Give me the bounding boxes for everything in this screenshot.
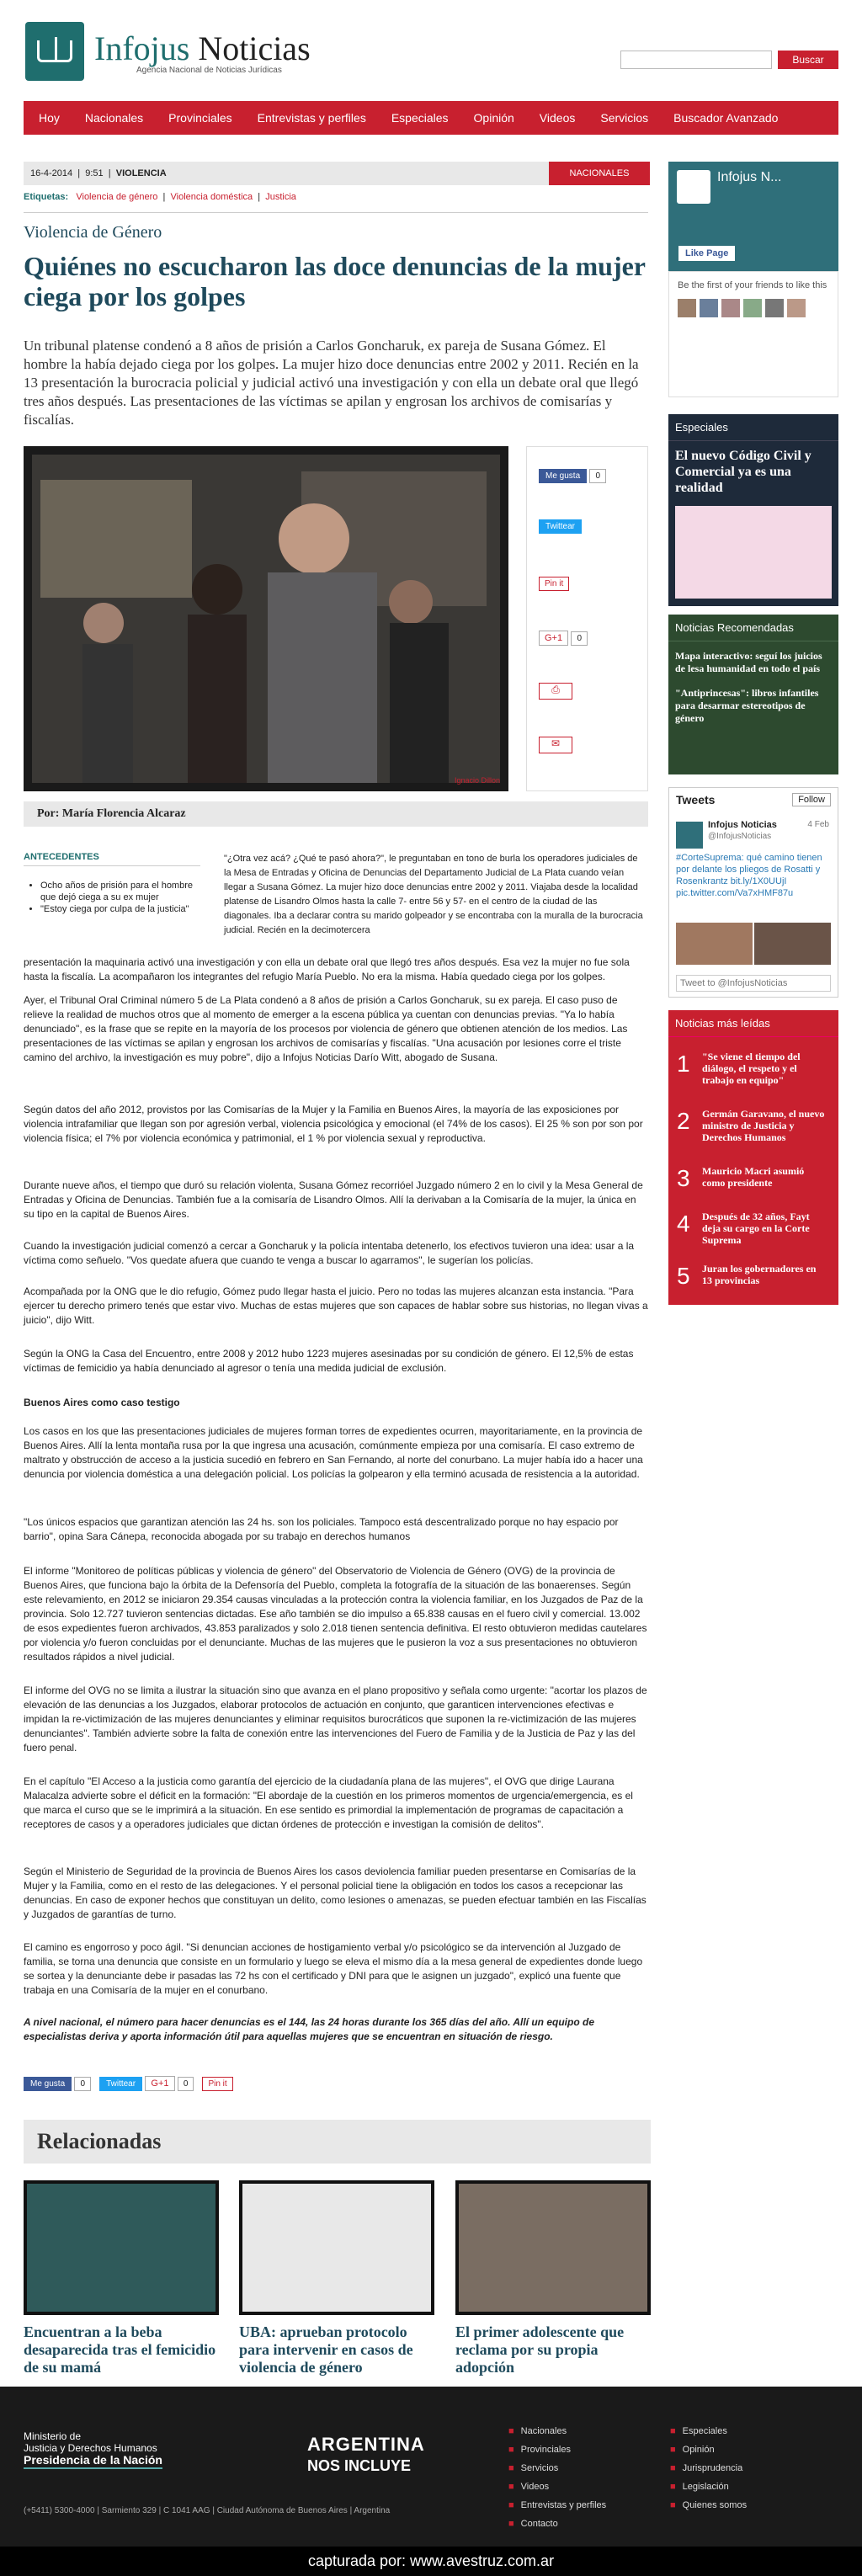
twitter-widget bbox=[668, 787, 838, 998]
pinterest-button[interactable]: Pin it bbox=[539, 577, 569, 591]
paragraph: Según la ONG la Casa del Encuentro, entre 2008 y 2012 hubo 1223 mujeres asesinadas por su condición de género. El 12,5% de estas víctimas de femicidio ya había denunciado al agresor o tenía una medida judicial de exclusión. bbox=[24, 1348, 634, 1374]
especiales-headline[interactable]: El nuevo Código Civil y Comercial ya es una realidad bbox=[675, 449, 811, 495]
antecedente-link[interactable]: • "Estoy ciega por culpa de la justicia" bbox=[40, 903, 200, 915]
rank-number: 4 bbox=[677, 1211, 690, 1237]
paragraph: El informe "Monitoreo de políticas públicas y violencia de género" del Observatorio de Violencia de Género (OVG) de la provincia de Buenos Aires, que funciona bajo la órbita de la Defensoría del Pueblo, completa la fotografía de la situación de las bonaerenses. Según este relevamiento, en 2012 se iniciaron 29.354 causas vinculadas a la protección contra la violencia familiar, en los Juzgados de Paz de la provincia. Solo 12.727 tuvieron sentencias dictadas. Ese año también se dio impulso a 65.838 causas en el fuero civil y comercial. 13.002 de esos expedientes fueron archivados, 43.853 paralizados y solo 2.018 tienen sentencia definitiva. El resto obtuvieron medidas cautelares por violencia y/o fueron concluidas por el denunciante. Muchas de las mujeres que le pusieron la voz a sus presentaciones no obtuvieron resultados rápidos a nivel judicial. bbox=[24, 1565, 647, 1663]
antecedente-link[interactable]: • Ocho años de prisión para el hombre que dejó ciega a su ex mujer bbox=[40, 880, 200, 903]
pinterest-button[interactable]: Pin it bbox=[202, 2077, 232, 2091]
tag-link[interactable]: Justicia bbox=[265, 192, 296, 202]
related-card[interactable] bbox=[455, 2180, 651, 2376]
share-panel bbox=[526, 446, 648, 791]
article-kicker: Violencia de Género bbox=[24, 223, 162, 242]
tweet-button[interactable]: Twittear bbox=[99, 2077, 142, 2091]
capture-credit: capturada por: www.avestruz.com.ar bbox=[0, 2547, 862, 2576]
mas-leidas-box bbox=[668, 1010, 838, 1305]
rank-number: 2 bbox=[677, 1108, 690, 1134]
search-button[interactable]: Buscar bbox=[778, 51, 838, 69]
fb-friends-faces bbox=[678, 299, 829, 317]
recomendadas-title: Noticias Recomendadas bbox=[668, 615, 838, 641]
footer-link[interactable]: ■ Nacionales bbox=[508, 2426, 567, 2436]
tag-link[interactable]: Violencia de género bbox=[76, 192, 158, 202]
tweet-text[interactable]: #CorteSuprema: qué camino tienen por delante los pliegos de Rosatti y Rosenkrantz bit.ly/1X0UUjI pic.twitter.com/Va7xHMF87u bbox=[676, 853, 822, 898]
subheading: Buenos Aires como caso testigo bbox=[24, 1397, 180, 1408]
tag-link[interactable]: Violencia doméstica bbox=[170, 192, 253, 202]
nav-provinciales[interactable]: Provinciales bbox=[168, 111, 232, 125]
ministry-line3: Presidencia de la Nación bbox=[24, 2454, 162, 2469]
main-nav bbox=[24, 101, 838, 135]
article-title: Quiénes no escucharon las doce denuncias de la mujer ciega por los golpes bbox=[24, 251, 646, 311]
tags-label: Etiquetas: bbox=[24, 192, 69, 202]
email-icon[interactable]: ✉ bbox=[539, 737, 572, 753]
paragraph: Durante nueve años, el tiempo que duró su relación violenta, Susana Gómez recorrióel Juzgado número 2 en lo civil y la Mesa General de Entradas y Oficina de Denuncias. También fue a la comisaría de Lisandro Olmos. Allí la derivaban a la Comisaría de la mujer, la única en su tipo en la capital de Buenos Aires. bbox=[24, 1179, 643, 1220]
tweet-button[interactable]: Twittear bbox=[539, 519, 582, 534]
antecedentes-title: ANTECEDENTES bbox=[24, 852, 200, 866]
like-count: 0 bbox=[589, 469, 606, 483]
site-header bbox=[0, 0, 862, 93]
tweets-title: Tweets bbox=[676, 793, 716, 806]
nav-servicios[interactable]: Servicios bbox=[600, 111, 649, 125]
gplus-count: 0 bbox=[178, 2077, 194, 2091]
footer-link[interactable]: ■ Quienes somos bbox=[670, 2500, 748, 2510]
rank-number: 1 bbox=[677, 1051, 690, 1077]
site-tagline: Agencia Nacional de Noticias Jurídicas bbox=[136, 66, 282, 75]
article-section[interactable]: VIOLENCIA bbox=[115, 168, 167, 178]
site-brand[interactable]: Infojus Noticias bbox=[94, 29, 311, 67]
paragraph: Los casos en los que las presentaciones judiciales de mujeres forman torres de expedientes ocurren, mayoritariamente, en la provincia de Buenos Aires. Allí la lenta montaña rusa por la que ingresa una acusación, comúnmente empieza por una comisaría. El caso extremo de maltrato y obstrucción de acceso a la justicia sucedió en febrero en San Fernando, al norte del conurbano. La mujer había ido a hacer una denuncia por violencia doméstica a una delegación policial. Los policías la golpearon y ella terminó acusada de resistencia a la autoridad. bbox=[24, 1425, 643, 1480]
photo-credit: Ignacio Dillon bbox=[454, 776, 500, 785]
infojus-logo-icon bbox=[677, 170, 710, 204]
divider bbox=[24, 212, 648, 213]
nav-nacionales[interactable]: Nacionales bbox=[84, 111, 144, 125]
paragraph: Cuando la investigación judicial comenzó a cercar a Goncharuk y la policía intentaba detenerlo, los efectivos tuvieron una idea: usar a la víctima como señuelo. "Vos quedate afuera que cuando te venga a buscar lo agarramos", le sugerían los policías. bbox=[24, 1240, 635, 1266]
article-lead: Un tribunal platense condenó a 8 años de prisión a Carlos Goncharuk, ex pareja de Susana Gómez. El hombre la había dejado ciega por los golpes. La mujer hizo doce denuncias entre 2002 y 2011. Recién en la 13 presentación la burocracia policial y judicial activó una investigación y con ella un debate oral que llegó tres años después. Las presentaciones de las víctimas se apilan y engrosan los archivos de comisarías y fiscalías. bbox=[24, 338, 639, 428]
related-title[interactable]: UBA: aprueban protocolo para intervenir en casos de violencia de género bbox=[239, 2323, 413, 2376]
tags-row: Etiquetas: Violencia de género | Violencia doméstica | Justicia bbox=[24, 192, 296, 202]
article-intro-cont: presentación la maquinaria activó una investigación y con ella un debate oral que llegó tres años después. Esa vez la mujer no fue sola hasta la fiscalía. La acompañaron los integrantes del refugio María Pueblo. No era la misma. Había quedado ciega por los golpes. bbox=[24, 956, 630, 982]
nav-opinion[interactable]: Opinión bbox=[473, 111, 514, 125]
recomendada-link[interactable]: Mapa interactivo: seguí los juicios de lesa humanidad en todo el país bbox=[675, 650, 822, 674]
facebook-like-button[interactable]: Me gusta bbox=[539, 469, 587, 483]
like-count: 0 bbox=[74, 2077, 91, 2091]
paragraph: Acompañada por la ONG que le dio refugio, Gómez pudo llegar hasta el juicio. Pero no todas las mujeres alcanzan esta instancia. "Para ejercer tu derecho primero tenés que estar vivo. Muchas de estas mujeres que son capaces de hablar sobre sus historias, no llegan vivas a juicio", dijo Witt. bbox=[24, 1285, 648, 1326]
footer-link[interactable]: ■ Jurisprudencia bbox=[670, 2463, 743, 2473]
gplus-button[interactable]: G+1 bbox=[145, 2076, 174, 2091]
paragraph: Según datos del año 2012, provistos por las Comisarías de la Mujer y la Familia en Buenos Aires, la mayoría de las exposiciones por violencia intrafamiliar que llegan son por agresión verbal, violencia psicológica y emocional (el 74% de los casos). El 25 % son por son por violencia física; el 7% por violencia económica y patrimonial, el 1 % por violencia sexual y reproductiva. bbox=[24, 1104, 643, 1144]
paragraph: "Los únicos espacios que garantizan atención las 24 hs. son los policiales. Tampoco está descentralizado porque no hay espacio por barrio", opina Sara Cánepa, reconocida abogada por su trabajo en derechos humanos bbox=[24, 1516, 619, 1542]
rank-number: 5 bbox=[677, 1263, 690, 1289]
paragraph: Según el Ministerio de Seguridad de la provincia de Buenos Aires los casos deviolencia familiar pueden presentarse en Comisarías de la Mujer y la Familia, como en el resto de las delegaciones. Y el personal policial tiene la obligación en todos los casos a recepcionar las denuncias. En caso de exponer hechos que constituyan un delito, como lesiones o amenazas, se pueden efectuar también en las Fiscalías y Juzgados de garantías de turno. bbox=[24, 1865, 646, 1920]
nav-buscador[interactable]: Buscador Avanzado bbox=[673, 111, 779, 125]
leida-link[interactable]: Juran los gobernadores en 13 provincias bbox=[702, 1263, 817, 1286]
article-meta: 16-4-2014 | 9:51 | VIOLENCIA bbox=[24, 162, 549, 185]
related-image[interactable] bbox=[24, 2180, 219, 2315]
rank-number: 3 bbox=[677, 1165, 690, 1191]
nav-hoy[interactable]: Hoy bbox=[39, 111, 60, 125]
related-title[interactable]: El primer adolescente que reclama por su propia adopción bbox=[455, 2323, 625, 2376]
related-title[interactable]: Encuentran a la beba desaparecida tras el femicidio de su mamá bbox=[24, 2323, 216, 2376]
nav-especiales[interactable]: Especiales bbox=[391, 111, 449, 125]
footer-link[interactable]: ■ Servicios bbox=[508, 2463, 559, 2473]
fb-social-text: Be the first of your friends to like this bbox=[678, 280, 827, 290]
gplus-count: 0 bbox=[571, 631, 588, 646]
especiales-image[interactable] bbox=[675, 506, 832, 599]
footer-link[interactable]: ■ Especiales bbox=[670, 2426, 727, 2436]
photo-illustration bbox=[24, 446, 508, 791]
closing-note: A nivel nacional, el número para hacer denuncias es el 144, las 24 horas durante los 365 días del año. Allí un equipo de especialistas deriva y aporta información útil para aquellas mujeres que se encuentran en situación de riesgo. bbox=[24, 2016, 595, 2042]
tweet-author[interactable]: Infojus Noticias bbox=[708, 820, 777, 830]
paragraph: En el capítulo "El Acceso a la justicia como garantía del ejercicio de la ciudadanía plana de las mujeres", el OVG que dirige Laurana Malacalza advierte sobre el déficit en la formación: "El abordaje de la cuestión en los primeros momentos de urgencia/emergencia, es el que marca el curso que se le imprimirá a la situación. En ese sentido es primordial la implementación de programas de capacitación a receptores de casos y a operadores judiciales que dictan órdenes de protección e investigan la comisión de delitos". bbox=[24, 1775, 633, 1830]
fb-like-page-button[interactable]: Like Page bbox=[678, 246, 735, 261]
tweet-to-input[interactable]: Tweet to @InfojusNoticias bbox=[676, 975, 831, 992]
fb-page-name[interactable]: Infojus N... bbox=[717, 170, 782, 184]
related-card[interactable] bbox=[239, 2180, 434, 2376]
footer-address: (+5411) 5300-4000 | Sarmiento 329 | C 1041 AAG | Ciudad Autónoma de Buenos Aires | Argentina bbox=[24, 2506, 391, 2515]
print-icon[interactable]: ⎙ bbox=[539, 683, 572, 700]
related-heading: Relacionadas bbox=[24, 2120, 651, 2164]
paragraph: El camino es engorroso y poco ágil. "Si denuncian acciones de hostigamiento verbal y/o psicológico se da intervención al Juzgado de familia, se torna una denuncia que consiste en un formulario y luego se eleva el mismo día a la mesa general de expedientes donde luego se sortea y la denunciante debe ir pasadas las 72 hs con el certificado y DNI para que le asignen un juzgado", explicó una fuente que trabaja en una Comisaría de la mujer en el conurbano. bbox=[24, 1941, 643, 1996]
infojus-logo-icon[interactable] bbox=[25, 22, 84, 81]
mas-leidas-title: Noticias más leídas bbox=[668, 1010, 838, 1037]
tweet-date: 4 Feb bbox=[807, 820, 829, 829]
nav-entrevistas[interactable]: Entrevistas y perfiles bbox=[257, 111, 366, 125]
recomendada-link[interactable]: "Antiprincesas": libros infantiles para desarmar estereotipos de género bbox=[675, 687, 819, 724]
footer-link[interactable]: ■ Opinión bbox=[670, 2445, 715, 2455]
article-date: 16-4-2014 bbox=[30, 168, 73, 178]
argentina-logo: ARGENTINA bbox=[307, 2434, 425, 2455]
tweet-image[interactable] bbox=[676, 923, 831, 965]
bottom-share bbox=[24, 2076, 233, 2091]
leida-link[interactable]: Germán Garavano, el nuevo ministro de Justicia y Derechos Humanos bbox=[702, 1108, 825, 1143]
paragraph: El informe del OVG no se limita a ilustrar la situación sino que avanza en el plano propositivo y señala como urgente: "acortar los plazos de elevación de las denuncias a los Juzgados, elaborar protocolos de actuación en conjunto, que garanticen intervenciones efectivas e impidan la re-victimización de las mujeres denunciantes y eliminar requisitos burocráticos que suponen la re-victimización de las mujeres denunciantes". También advierte sobre la falta de conexión entre las intervenciones del Fuero de Familia y de la Justicia de Paz y las del fuero penal. bbox=[24, 1685, 647, 1754]
gplus-button[interactable]: G+1 bbox=[539, 631, 568, 646]
facebook-widget bbox=[668, 162, 838, 397]
leida-link[interactable]: Mauricio Macri asumió como presidente bbox=[702, 1165, 805, 1189]
facebook-like-button[interactable]: Me gusta bbox=[24, 2077, 72, 2091]
footer-link[interactable]: ■ Entrevistas y perfiles bbox=[508, 2500, 607, 2510]
paragraph: Ayer, el Tribunal Oral Criminal número 5 de La Plata condenó a 8 años de prisión a Carlos Goncharuk, su ex pareja. El caso puso de relieve la realidad de muchos otros que al momento de emerger a la escena pública ya cuentan con denuncias previas. "Ya lo había denunciado", es la frase que se repite en la mayoría de los procesos por violencia de género que obtienen atención de los medios. Las presentaciones de las víctimas se apilan y engrosan los archivos de comisarías y fiscalías. "Una acusación por lesiones corre el triste camino del archivo, la investigación es muy pobre", dijo a Infojus Noticias Darío Witt, abogado de Susana. bbox=[24, 994, 628, 1063]
site-footer bbox=[0, 2387, 862, 2576]
article-photo[interactable] bbox=[24, 446, 508, 791]
article-intro: "¿Otra vez acá? ¿Qué te pasó ahora?", le preguntaban en tono de burla los operadores judiciales de la Mesa de Entradas y Oficina de Denuncias del Departamento Judicial de La Plata cuando veían llegar a Susana Gómez. La mujer hizo doce denuncias entre 2002 y 2011. Viajaba desde la localidad platense de Lisandro Olmos hasta la calle 7- entre 56 y 57- en el centro de la ciudad de las diagonales. Iba a declarar contra su marido golpeador y se encontraba con la muralla de la burocracia judicial. Recién en la decimotercera bbox=[224, 854, 643, 935]
argentina-logo-sub: NOS INCLUYE bbox=[307, 2457, 412, 2474]
ministry-line1: Ministerio de bbox=[24, 2430, 82, 2442]
twitter-follow-button[interactable]: Follow bbox=[792, 793, 831, 806]
ministry-line2: Justicia y Derechos Humanos bbox=[24, 2442, 157, 2454]
search-input[interactable] bbox=[620, 51, 772, 69]
nav-videos[interactable]: Videos bbox=[539, 111, 576, 125]
leida-link[interactable]: "Se viene el tiempo del diálogo, el respeto y el trabajo en equipo" bbox=[702, 1051, 801, 1086]
recomendadas-box bbox=[668, 615, 838, 774]
leida-link[interactable]: Después de 32 años, Fayt deja su cargo en la Corte Suprema bbox=[702, 1211, 810, 1246]
especiales-title: Especiales bbox=[668, 414, 838, 441]
footer-link[interactable]: ■ Provinciales bbox=[508, 2445, 571, 2455]
footer-link[interactable]: ■ Contacto bbox=[508, 2519, 558, 2529]
footer-link[interactable]: ■ Videos bbox=[508, 2482, 550, 2492]
tweet-avatar[interactable] bbox=[676, 822, 703, 849]
article-author: Por: María Florencia Alcaraz bbox=[24, 801, 648, 827]
especiales-box[interactable] bbox=[668, 414, 838, 606]
tweet-handle: @InfojusNoticias bbox=[708, 832, 772, 841]
section-badge[interactable]: NACIONALES bbox=[549, 162, 650, 185]
footer-link[interactable]: ■ Legislación bbox=[670, 2482, 729, 2492]
related-image[interactable] bbox=[239, 2180, 434, 2315]
article-time: 9:51 bbox=[85, 168, 104, 178]
related-card[interactable] bbox=[24, 2180, 219, 2376]
antecedentes-box bbox=[24, 852, 200, 915]
related-image[interactable] bbox=[455, 2180, 651, 2315]
